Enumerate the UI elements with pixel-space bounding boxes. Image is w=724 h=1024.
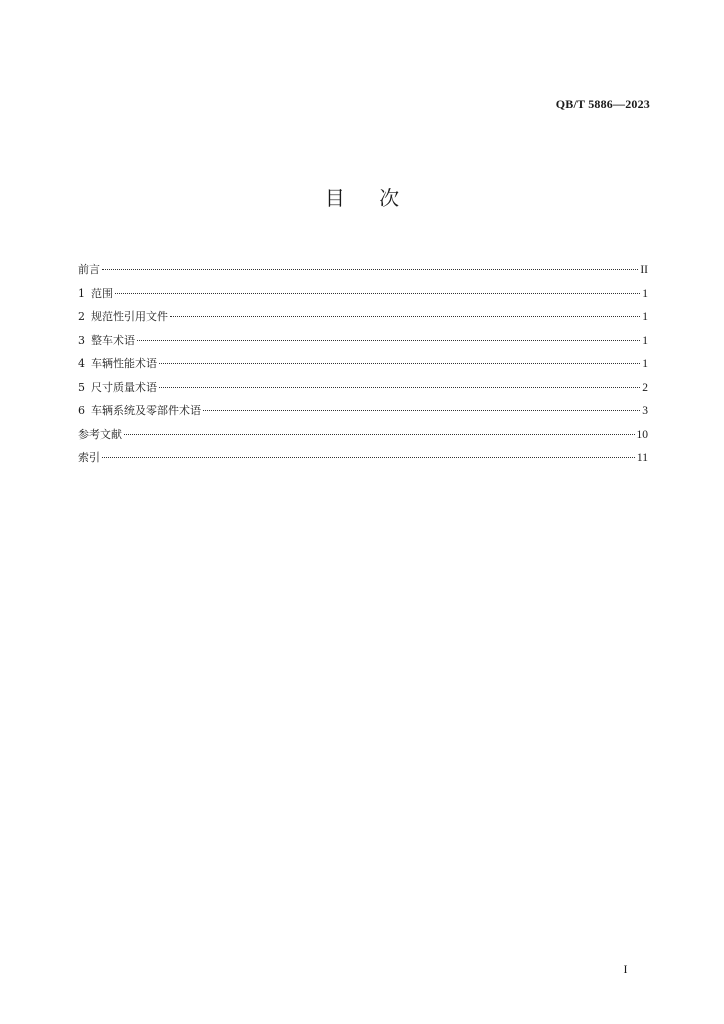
- page-title: 目 次: [324, 186, 414, 210]
- toc-entry-vehicle-terms[interactable]: [78, 329, 648, 353]
- toc-entry-normative-references[interactable]: [78, 305, 648, 329]
- document-code: QB/T 5886—2023: [555, 97, 650, 111]
- toc-entry-system-component-terms[interactable]: [78, 399, 648, 423]
- toc-leader-dots: [124, 434, 635, 435]
- toc-entry-title: 前言: [78, 263, 100, 276]
- toc-leader-dots: [102, 457, 635, 458]
- toc-entry-title: 整车术语: [91, 333, 135, 347]
- toc-entry-number: 5: [78, 380, 85, 394]
- toc-entry-title: 索引: [78, 451, 100, 464]
- toc-entry-page: II: [640, 264, 648, 276]
- toc-entry-title: 车辆性能术语: [91, 357, 157, 370]
- page-number: I: [623, 962, 628, 976]
- toc-leader-dots: [203, 410, 640, 411]
- toc-leader-dots: [159, 387, 640, 388]
- toc-entry-title: 车辆系统及零部件术语: [91, 404, 201, 417]
- toc-leader-dots: [102, 269, 638, 270]
- toc-entry-page: 3: [642, 405, 648, 417]
- toc-entry-title: 参考文献: [78, 427, 122, 441]
- toc-leader-dots: [159, 363, 640, 364]
- toc-entry-title: 规范性引用文件: [91, 310, 168, 323]
- toc-entry-number: 3: [78, 333, 85, 347]
- toc-entry-page: 1: [642, 358, 648, 370]
- toc-entry-number: 6: [78, 404, 85, 417]
- toc-entry-scope[interactable]: [78, 282, 648, 306]
- toc-entry-number: 4: [78, 357, 85, 370]
- toc-entry-number: 2: [78, 310, 85, 323]
- toc-entry-page: 10: [636, 428, 648, 441]
- toc-entry-page: 11: [636, 452, 648, 464]
- toc-entry-page: 2: [642, 381, 648, 394]
- toc-entry-title: 范围: [91, 286, 113, 300]
- toc-entry-page: 1: [642, 287, 648, 300]
- toc-leader-dots: [115, 293, 640, 294]
- toc-entry-page: 1: [642, 311, 648, 323]
- toc-entry-index[interactable]: [78, 446, 648, 470]
- toc-leader-dots: [170, 316, 640, 317]
- toc-entry-bibliography[interactable]: [78, 423, 648, 447]
- toc-entry-page: 1: [642, 334, 648, 347]
- toc-entry-number: 1: [78, 286, 85, 300]
- toc-entry-dimension-mass-terms[interactable]: [78, 376, 648, 400]
- table-of-contents: [78, 258, 648, 470]
- toc-entry-title: 尺寸质量术语: [91, 380, 157, 394]
- toc-leader-dots: [137, 340, 640, 341]
- toc-entry-foreword[interactable]: [78, 258, 648, 282]
- toc-entry-performance-terms[interactable]: [78, 352, 648, 376]
